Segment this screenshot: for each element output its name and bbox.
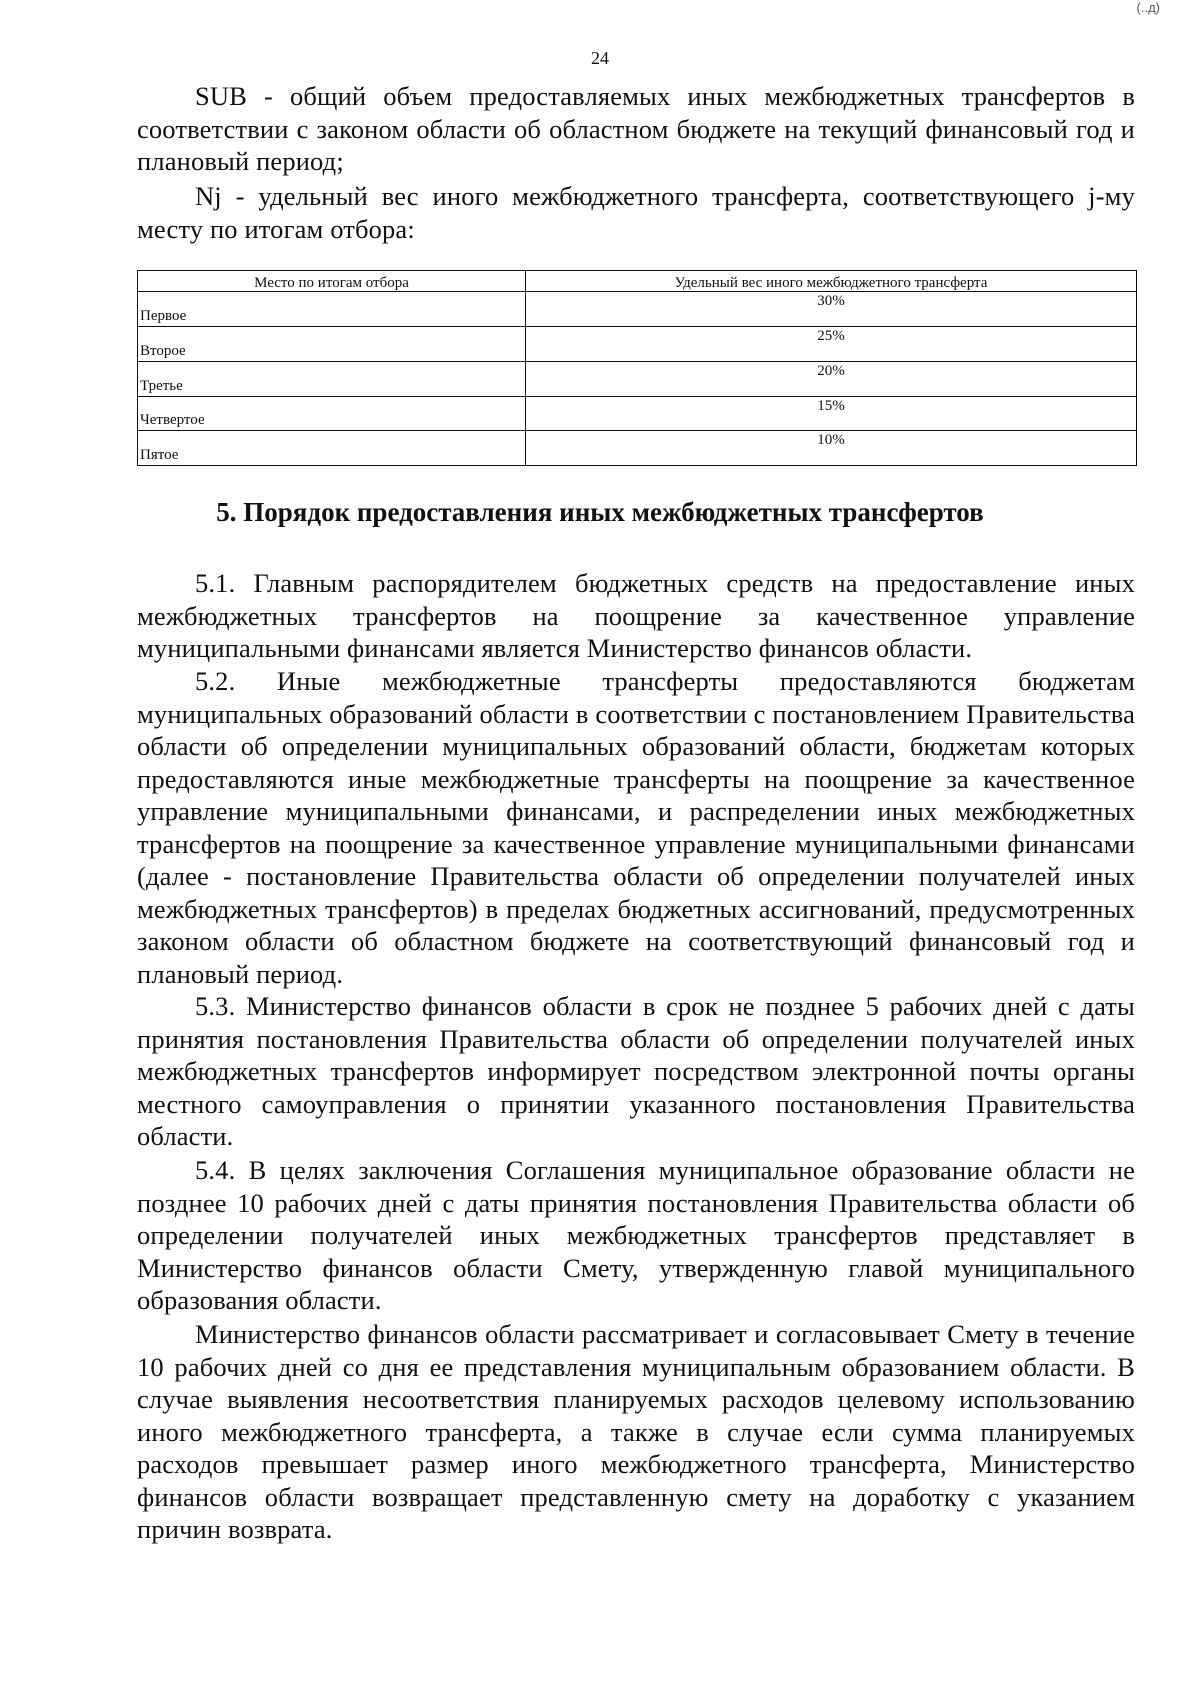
header-place: Место по итогам отбора <box>138 271 526 292</box>
place-cell: Пятое <box>138 431 526 466</box>
table-row <box>138 431 1137 466</box>
table-row <box>138 396 1137 431</box>
nj-definition: Nj - удельный вес иного межбюджетного трансферта, соответствующего j-му месту по итогам отбора: <box>137 181 1135 244</box>
paragraph-5-1: 5.1. Главным распорядителем бюджетных средств на предоставление иных межбюджетных трансфертов на поощрение за качественное управление муниципальными финансами является Министерство финансов области. <box>137 568 1135 663</box>
paragraph-5-3: 5.3. Министерство финансов области в срок не позднее 5 рабочих дней с даты принятия постановления Правительства области об определении получателей иных межбюджетных трансфертов информирует посредством электронной почты органы местного самоуправления о принятии указанного постановления Правительства области. <box>137 991 1135 1151</box>
paragraph-5-4: 5.4. В целях заключения Соглашения муниципальное образование области не позднее 10 рабочих дней с даты принятия постановления Правительства области об определении получателей иных межбюджетных трансфертов представляет в Министерство финансов области Смету, утвержденную главой муниципального образования области. <box>137 1155 1135 1315</box>
table-row <box>138 327 1137 362</box>
weights-table <box>137 270 1137 466</box>
place-cell: Третье <box>138 361 526 396</box>
corner-mark: (..д) <box>1136 0 1160 15</box>
section-title: 5. Порядок предоставления иных межбюджетных трансфертов <box>216 497 984 527</box>
paragraph-smeta-review: Министерство финансов области рассматривает и согласовывает Смету в течение 10 рабочих дней со дня ее представления муниципальным образованием области. В случае выявления несоответствия планируемых расходов целевому использованию иного межбюджетного трансферта, а также в случае если сумма планируемых расходов превышает размер иного межбюджетного трансферта, Министерство финансов области возвращает представленную смету на доработку с указанием причин возврата. <box>137 1319 1135 1544</box>
header-weight: Удельный вес иного межбюджетного трансферта <box>526 271 1137 292</box>
place-cell: Четвертое <box>138 396 526 431</box>
weight-cell: 20% <box>526 361 1137 396</box>
place-cell: Первое <box>138 292 526 327</box>
page-number: 24 <box>591 48 609 68</box>
weight-cell: 15% <box>526 396 1137 431</box>
weight-cell: 10% <box>526 431 1137 466</box>
table-header-row <box>138 271 1137 292</box>
weight-cell: 30% <box>526 292 1137 327</box>
table-row <box>138 292 1137 327</box>
weight-cell: 25% <box>526 327 1137 362</box>
place-cell: Второе <box>138 327 526 362</box>
table-row <box>138 361 1137 396</box>
paragraph-5-2: 5.2. Иные межбюджетные трансферты предоставляются бюджетам муниципальных образований области в соответствии с постановлением Правительства области об определении муниципальных образований области, бюджетам которых предоставляются иные межбюджетные трансферты на поощрение за качественное управление муниципальными финансами, и распределении иных межбюджетных трансфертов на поощрение за качественное управление муниципальными финансами (далее - постановление Правительства области об определении получателей иных межбюджетных трансфертов) в пределах бюджетных ассигнований, предусмотренных законом области об областном бюджете на соответствующий финансовый год и плановый период. <box>137 666 1135 989</box>
sub-definition: SUB - общий объем предоставляемых иных межбюджетных трансфертов в соответствии с законом области об областном бюджете на текущий финансовый год и плановый период; <box>137 81 1135 176</box>
